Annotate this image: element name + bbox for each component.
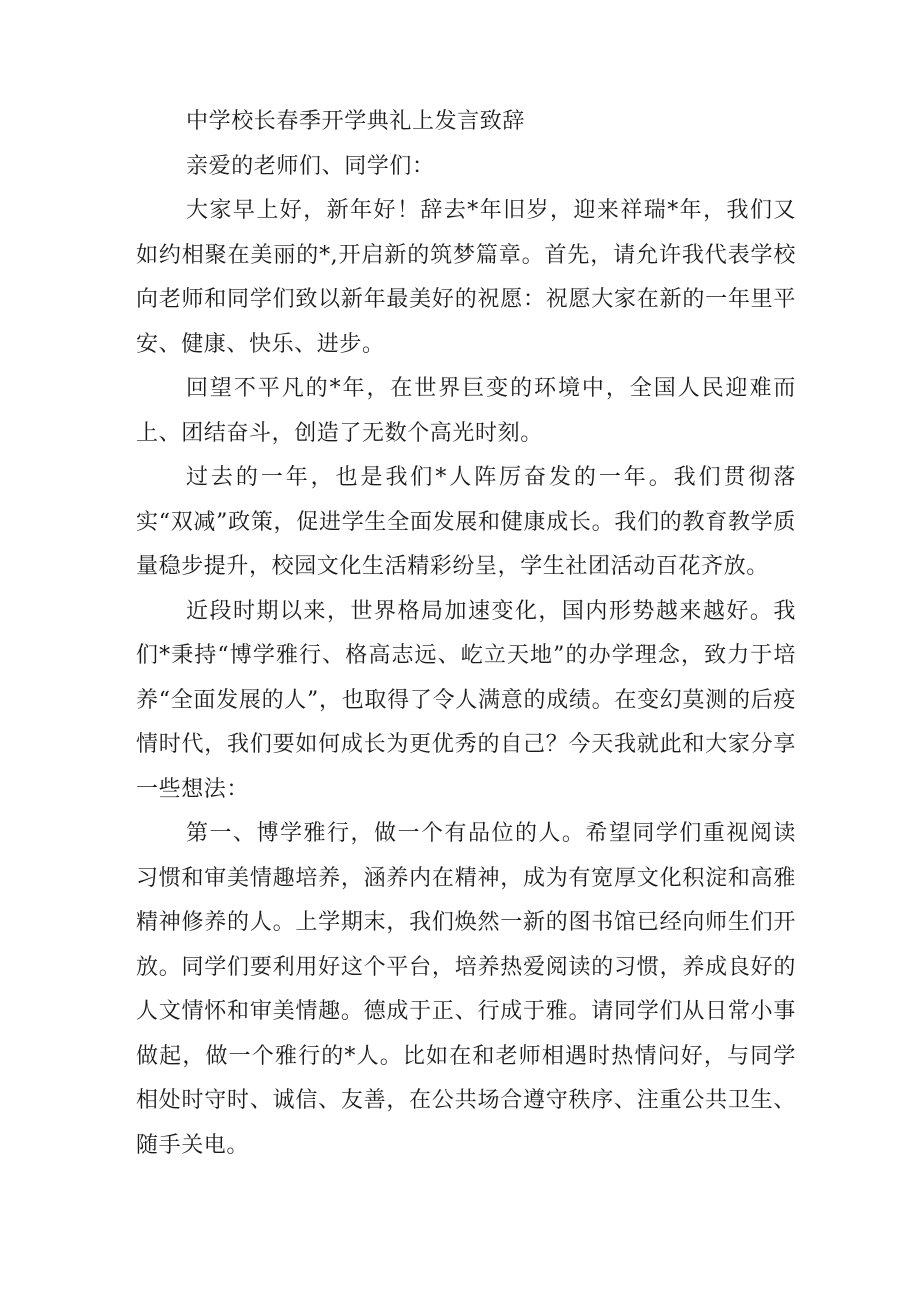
document-page [136,100,796,1168]
paragraph-5: 第一、博学雅行，做一个有品位的人。希望同学们重视阅读习惯和审美情趣培养，涵养内在精神，成为有宽厚文化积淀和高雅精神修养的人。上学期末，我们焕然一新的图书馆已经向师生们开放。同学们要利用好这个平台，培养热爱阅读的习惯，养成良好的人文情怀和审美情趣。德成于正、行成于雅。请同学们从日常小事做起，做一个雅行的*人。比如在和老师相遇时热情问好，与同学相处时守时、诚信、友善，在公共场合遵守秩序、注重公共卫生、随手关电。 [136,821,796,1158]
document-title: 中学校长春季开学典礼上发言致辞 [186,109,526,134]
greeting: 亲爱的老师们、同学们： [186,153,435,179]
paragraph-1: 大家早上好，新年好！辞去*年旧岁，迎来祥瑞*年，我们又如约相聚在美丽的*,开启新的筑梦篇章。首先，请允许我代表学校向老师和同学们致以新年最美好的祝愿：祝愿大家在新的一年里平安、健康、快乐、进步。 [136,198,796,357]
paragraph-4: 近段时期以来，世界格局加速变化，国内形势越来越好。我们*秉持“博学雅行、格高志远、屹立天地”的办学理念，致力于培养“全面发展的人”，也取得了令人满意的成绩。在变幻莫测的后疫情时代，我们要如何成长为更优秀的自己？今天我就此和大家分享一些想法： [136,598,796,802]
paragraph-3: 过去的一年，也是我们*人阵厉奋发的一年。我们贯彻落实“双减”政策，促进学生全面发展和健康成长。我们的教育教学质量稳步提升，校园文化生活精彩纷呈，学生社团活动百花齐放。 [136,465,796,579]
paragraph-2: 回望不平凡的*年，在世界巨变的环境中，全国人民迎难而上、团结奋斗，创造了无数个高光时刻。 [136,376,796,446]
